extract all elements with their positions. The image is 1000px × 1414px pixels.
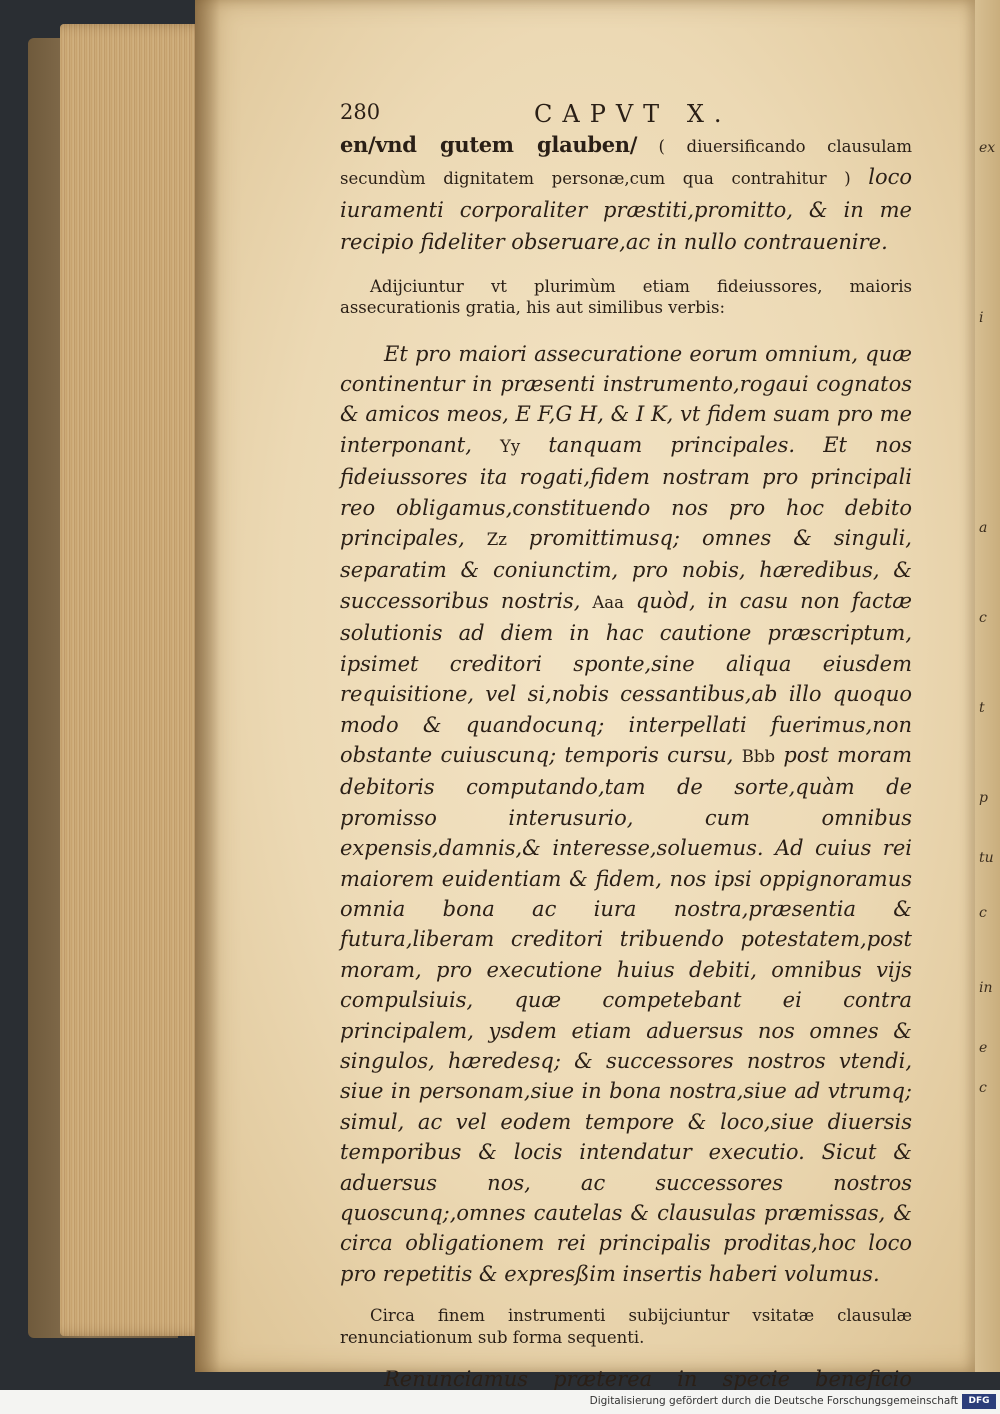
funding-credit: Digitalisierung gefördert durch die Deutsche Forschungsgemeinschaft [589, 1395, 958, 1407]
page-edges [60, 24, 210, 1336]
text-run: Renunciamus præterea in specie beneficio [384, 1367, 912, 1390]
text-run: promittimusq; omnes & singuli, separatim & coniunctim, pro nobis, hæredibus, & successoribus nostris, [340, 526, 912, 613]
margin-mark: Zz [486, 530, 507, 550]
margin-mark: Yy [500, 436, 521, 456]
page-text-block [340, 100, 912, 1390]
margin-mark: Bbb [741, 746, 776, 766]
page-gutter-shadow [195, 0, 220, 1372]
margin-glyph: in [979, 980, 993, 996]
page-header [340, 100, 912, 130]
margin-glyph: c [979, 1080, 987, 1096]
roman-aside: ( diuersificando clausulam secundùm dignitatem personæ,cum qua contrahitur ) [340, 137, 912, 189]
fraktur-phrase: en/vnd gutem glauben/ [340, 132, 638, 157]
margin-glyph: p [979, 790, 988, 806]
paragraph-sureties [340, 339, 912, 1290]
italic-text: loco iuramenti corporaliter præstiti,promitto, & in me recipio fideliter obseruare,ac in nullo contrauenire. [340, 165, 912, 255]
margin-glyph: tu [979, 850, 994, 866]
margin-mark: Aaa [592, 592, 624, 612]
paragraph-oath [340, 130, 912, 260]
margin-glyph: a [979, 520, 988, 536]
text-run: post moram debitoris computando,tam de sorte,quàm de promisso interusurio, cum omnibus expensis,damnis,& interesse,soluemus. Ad cuius rei maiorem euidentiam & fidem, nos ipsi oppignoramus omnia bona ac iura nostra,præsentia & futura,liberam creditori tribuendo potestatem,post moram, pro executione huius debiti, omnibus vijs compulsiuis, quæ competebant ei contra principalem, ysdem etiam aduersus nos omnes & singulos, hæredesq; & successores nostros vtendi, siue in personam,siue in bona nostra,siue ad vtrumq; simul, ac vel eodem tempore & loco,siue diuersis temporibus & locis intendatur executio. Sicut & aduersus nos, ac successores nostros quoscunq;,omnes cautelas & clausulas præmissas, & circa obligationem rei principalis proditas,hoc loco pro repetitis & expresßim insertis haberi volumus. [340, 742, 912, 1286]
running-head: CAPVT X. [534, 100, 732, 128]
margin-glyph: e [979, 1040, 988, 1056]
margin-glyph: c [979, 905, 987, 921]
dfg-logo: DFG [962, 1394, 996, 1409]
page-number: 280 [340, 100, 381, 124]
paragraph-renunciation [340, 1364, 912, 1390]
text-run: quòd, in casu non factæ solutionis ad diem in hac cautione præscriptum, ipsimet creditori sponte,sine aliqua eiusdem requisitione, vel si,nobis cessantibus,ab illo quoquo modo & quandocunq; interpellati fuerimus,non obstante cuiuscunq; temporis cursu, [340, 588, 912, 767]
margin-glyph: ex [979, 140, 996, 156]
note-renunciations: Circa finem instrumenti subijciuntur vsitatæ clausulæ renunciationum sub forma sequenti. [340, 1306, 912, 1347]
text-run: tanquam principales. Et nos fideiussores ita rogati,fidem nostram pro principali reo obligamus,constituendo nos pro hoc debito principales, [340, 432, 912, 551]
text-run: Et pro maiori assecuratione eorum omnium, quæ continentur in præsenti instrumento,rogaui cognatos & amicos meos, E F,G H, & I K, vt fidem suam pro me interponant, [340, 341, 912, 457]
margin-glyph: c [979, 610, 987, 626]
note-sureties: Adijciuntur vt plurimùm etiam fideiussores, maioris assecurationis gratia, his aut similibus verbis: [340, 276, 912, 318]
facing-page-strip [975, 0, 1000, 1372]
footer-bar [0, 1390, 1000, 1414]
margin-glyph: i [979, 310, 984, 326]
margin-glyph: t [979, 700, 985, 716]
